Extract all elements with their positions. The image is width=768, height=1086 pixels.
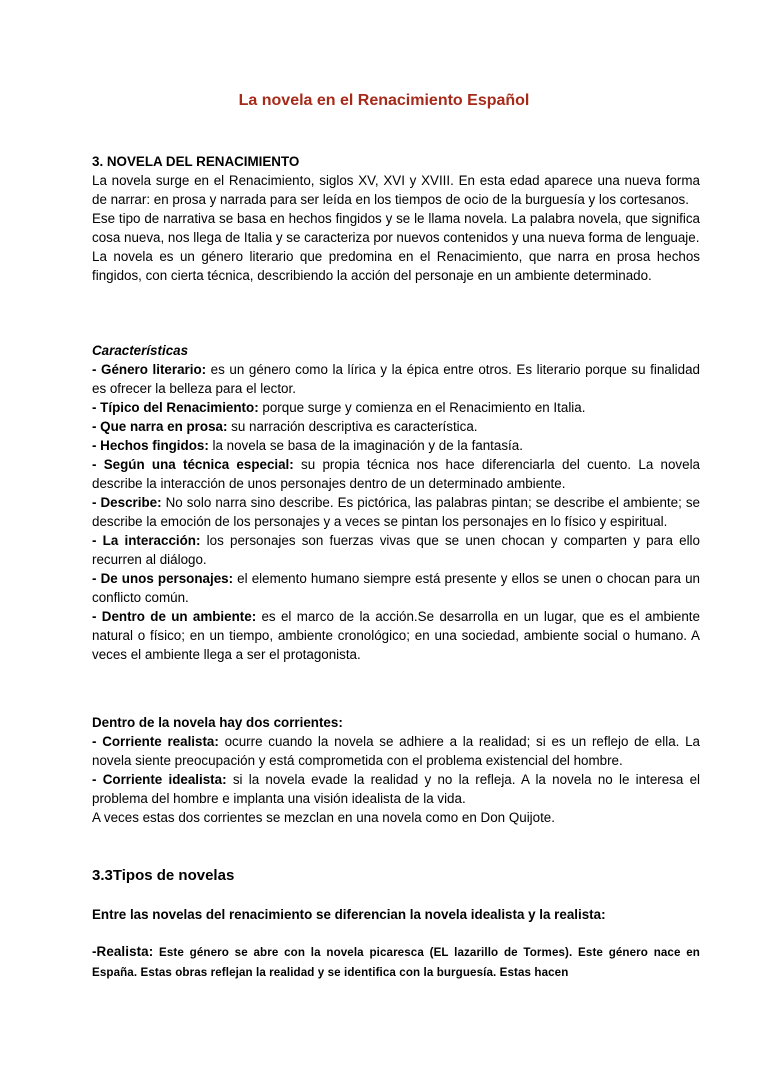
corrientes-closing: A veces estas dos corrientes se mezclan en una novela como en Don Quijote. xyxy=(92,810,555,825)
section-3-paragraph-1: La novela surge en el Renacimiento, siglos XV, XVI y XVIII. En esta edad aparece una nueva forma de narrar: en prosa y narrada para ser leída en los tiempos de ocio de la burguesía y los cortesanos. xyxy=(92,173,700,207)
item-label: - Según una técnica especial: xyxy=(92,457,294,472)
tipos-intro: Entre las novelas del renacimiento se diferencian la novela idealista y la realista: xyxy=(92,907,606,922)
tipos-realista xyxy=(92,942,700,983)
item-label: -Realista: xyxy=(92,944,154,959)
tipos-intro-block xyxy=(92,905,700,924)
document-title: La novela en el Renacimiento Español xyxy=(238,92,530,109)
item-label: - Género literario: xyxy=(92,362,207,377)
caracteristicas-block xyxy=(92,341,700,664)
caracteristicas-heading: Características xyxy=(92,343,189,358)
caracteristica-item xyxy=(92,398,700,417)
corriente-idealista xyxy=(92,770,700,808)
caracteristica-item xyxy=(92,569,700,607)
item-label: - Corriente realista: xyxy=(92,734,219,749)
corrientes-block xyxy=(92,713,700,827)
item-text: No solo narra sino describe. Es pictórica, las palabras pintan; se describe el ambiente; se describe la emoción de los personajes y a veces se pintan los personajes en lo físico y espiritual. xyxy=(92,495,700,529)
caracteristica-item xyxy=(92,493,700,531)
item-text: es un género como la lírica y la épica entre otros. Es literario porque su finalidad es ofrecer la belleza para el lector. xyxy=(92,362,701,396)
corrientes-heading: Dentro de la novela hay dos corrientes: xyxy=(92,715,343,730)
corriente-realista xyxy=(92,732,700,770)
caracteristica-item xyxy=(92,531,700,569)
item-label: - Que narra en prosa: xyxy=(92,419,228,434)
item-label: - Describe: xyxy=(92,495,162,510)
item-text: los personajes son fuerzas vivas que se unen chocan y comparten y para ello recurren al diálogo. xyxy=(92,533,700,567)
caracteristica-item xyxy=(92,455,700,493)
item-label: - Típico del Renacimiento: xyxy=(92,400,259,415)
item-label: - La interacción: xyxy=(92,533,201,548)
section-3-block xyxy=(92,152,700,285)
tipos-realista-block xyxy=(92,942,700,983)
caracteristica-item xyxy=(92,607,700,664)
caracteristica-item xyxy=(92,417,700,436)
section-3-paragraph-3: La novela es un género literario que predomina en el Renacimiento, que narra en prosa hechos fingidos, con cierta técnica, describiendo la acción del personaje en un ambiente determinado. xyxy=(92,249,700,283)
item-label: - Corriente idealista: xyxy=(92,772,227,787)
item-text: porque surge y comienza en el Renacimiento en Italia. xyxy=(258,400,586,415)
item-text: es el marco de la acción.Se desarrolla en un lugar, que es el ambiente natural o físico; en un tiempo, ambiente cronológico; en una sociedad, ambiente social o humano. A veces el ambiente llega a ser el protagonista. xyxy=(92,609,700,662)
item-text: Este género se abre con la novela picaresca (EL lazarillo de Tormes). Este género nace en España. Estas obras reflejan la realidad y se identifica con la burguesía. Estas hacen xyxy=(92,946,700,979)
item-text: su narración descriptiva es característica. xyxy=(227,419,478,434)
item-text: el elemento humano siempre está presente y ellos se unen o chocan para un conflicto común. xyxy=(92,571,700,605)
item-text: la novela se basa de la imaginación y de la fantasía. xyxy=(208,438,523,453)
item-text: ocurre cuando la novela se adhiere a la realidad; si es un reflejo de ella. La novela siente preocupación y está comprometida con el problema existencial del hombre. xyxy=(92,734,700,768)
caracteristica-item xyxy=(92,436,700,455)
item-label: - Hechos fingidos: xyxy=(92,438,209,453)
section-3-paragraph-2: Ese tipo de narrativa se basa en hechos fingidos y se le llama novela. La palabra novela, que significa cosa nueva, nos llega de Italia y se caracteriza por nuevos contenidos y una nueva forma de lenguaje. xyxy=(92,211,700,245)
tipos-heading-block xyxy=(92,866,700,885)
tipos-heading: 3.3Tipos de novelas xyxy=(92,867,235,884)
caracteristica-item xyxy=(92,360,700,398)
item-label: - Dentro de un ambiente: xyxy=(92,609,257,624)
item-label: - De unos personajes: xyxy=(92,571,234,586)
item-text: su propia técnica nos hace diferenciarla del cuento. La novela describe la interacción de unos personajes dentro de un determinado ambiente. xyxy=(92,457,700,491)
item-text: si la novela evade la realidad y no la refleja. A la novela no le interesa el problema del hombre e implanta una visión idealista de la vida. xyxy=(92,772,700,806)
section-3-heading: 3. NOVELA DEL RENACIMIENTO xyxy=(92,154,300,169)
